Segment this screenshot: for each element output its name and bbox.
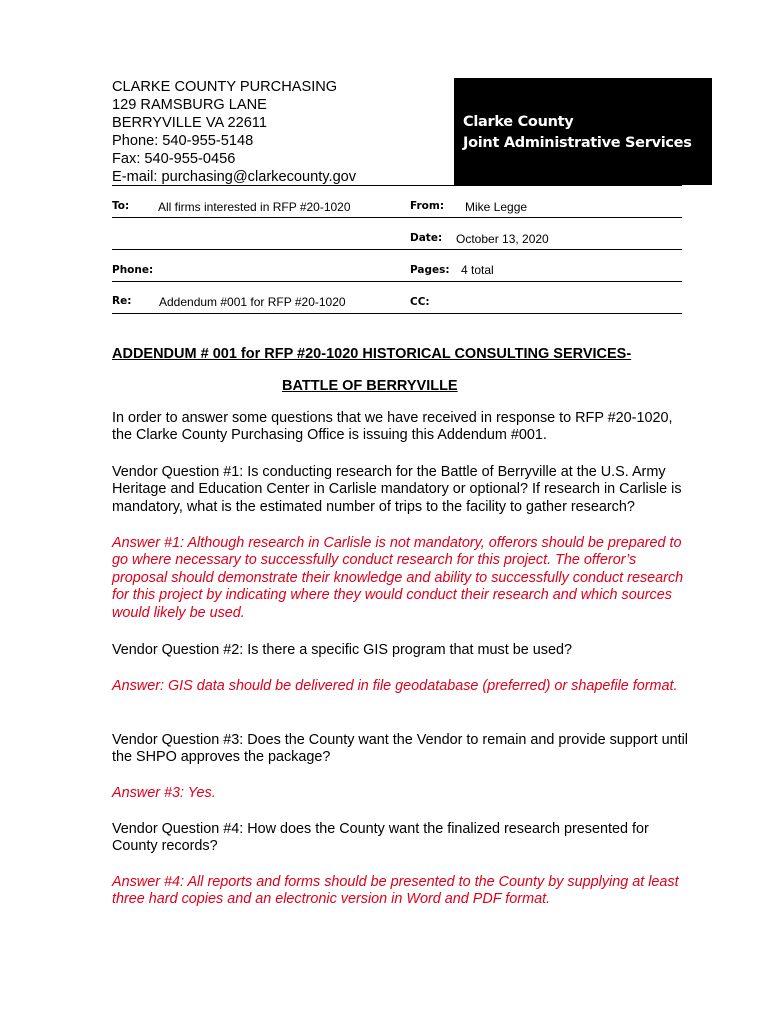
from-value: Mike Legge (465, 200, 528, 214)
sender-name: CLARKE COUNTY PURCHASING (112, 79, 338, 95)
sender-phone: Phone: 540-955-5148 (112, 133, 254, 149)
sender-email: E-mail: purchasing@clarkecounty.gov (112, 169, 357, 185)
pages-value: 4 total (461, 263, 494, 277)
vendor-question-1: Vendor Question #1: Is conducting research for the Battle of Berryville at the U.S. Army Heritage and Education Center in Carlisle mandatory or optional? If research in Carlisle is mandatory, what is the estimated number of trips to the facility to gather research? (112, 464, 682, 515)
addendum-title: ADDENDUM # 001 for RFP #20-1020 HISTORICAL CONSULTING SERVICES- (112, 346, 632, 362)
org-department: Joint Administrative Services (463, 135, 692, 151)
phone-label: Phone: (112, 264, 154, 276)
vendor-question-3: Vendor Question #3: Does the County want the Vendor to remain and provide support until the SHPO approves the package? (112, 732, 688, 766)
date-value: October 13, 2020 (456, 232, 549, 246)
memo-divider-to (112, 217, 682, 218)
sender-address-block (112, 78, 356, 186)
to-value: All firms interested in RFP #20-1020 (158, 200, 351, 214)
answer-1: Answer #1: Although research in Carlisle is not mandatory, offerors should be prepared to go where necessary to successfully conduct research for this project. The offeror’s proposal should demonstrate their knowledge and ability to successfully conduct research for this project by indicating where they would conduct their research and which sources would likely be used. (112, 535, 684, 621)
memo-divider-re (112, 313, 682, 314)
answer-3: Answer #3: Yes. (112, 785, 216, 801)
sender-fax: Fax: 540-955-0456 (112, 151, 236, 167)
date-label: Date: (410, 232, 443, 244)
to-label: To: (112, 200, 130, 212)
cc-label: CC: (410, 296, 430, 308)
vendor-question-2: Vendor Question #2: Is there a specific GIS program that must be used? (112, 642, 572, 658)
addendum-subtitle: BATTLE OF BERRYVILLE (282, 378, 458, 394)
memo-divider-date (112, 249, 682, 250)
intro-paragraph: In order to answer some questions that we have received in response to RFP #20-1020, the Clarke County Purchasing Office is issuing this Addendum #001. (112, 410, 673, 444)
pages-label: Pages: (410, 264, 450, 276)
from-label: From: (410, 200, 445, 212)
memo-divider-top (112, 185, 682, 186)
re-label: Re: (112, 295, 132, 307)
re-value: Addendum #001 for RFP #20-1020 (159, 295, 346, 309)
answer-4: Answer #4: All reports and forms should be presented to the County by supplying at least three hard copies and an electronic version in Word and PDF format. (112, 874, 679, 908)
memo-divider-phone (112, 281, 682, 282)
sender-street: 129 RAMSBURG LANE (112, 97, 267, 113)
org-name: Clarke County (463, 114, 574, 130)
answer-2: Answer: GIS data should be delivered in file geodatabase (preferred) or shapefile format. (112, 678, 678, 694)
org-banner (454, 78, 712, 185)
vendor-question-4: Vendor Question #4: How does the County want the finalized research presented for County records? (112, 821, 649, 855)
sender-city: BERRYVILLE VA 22611 (112, 115, 267, 131)
